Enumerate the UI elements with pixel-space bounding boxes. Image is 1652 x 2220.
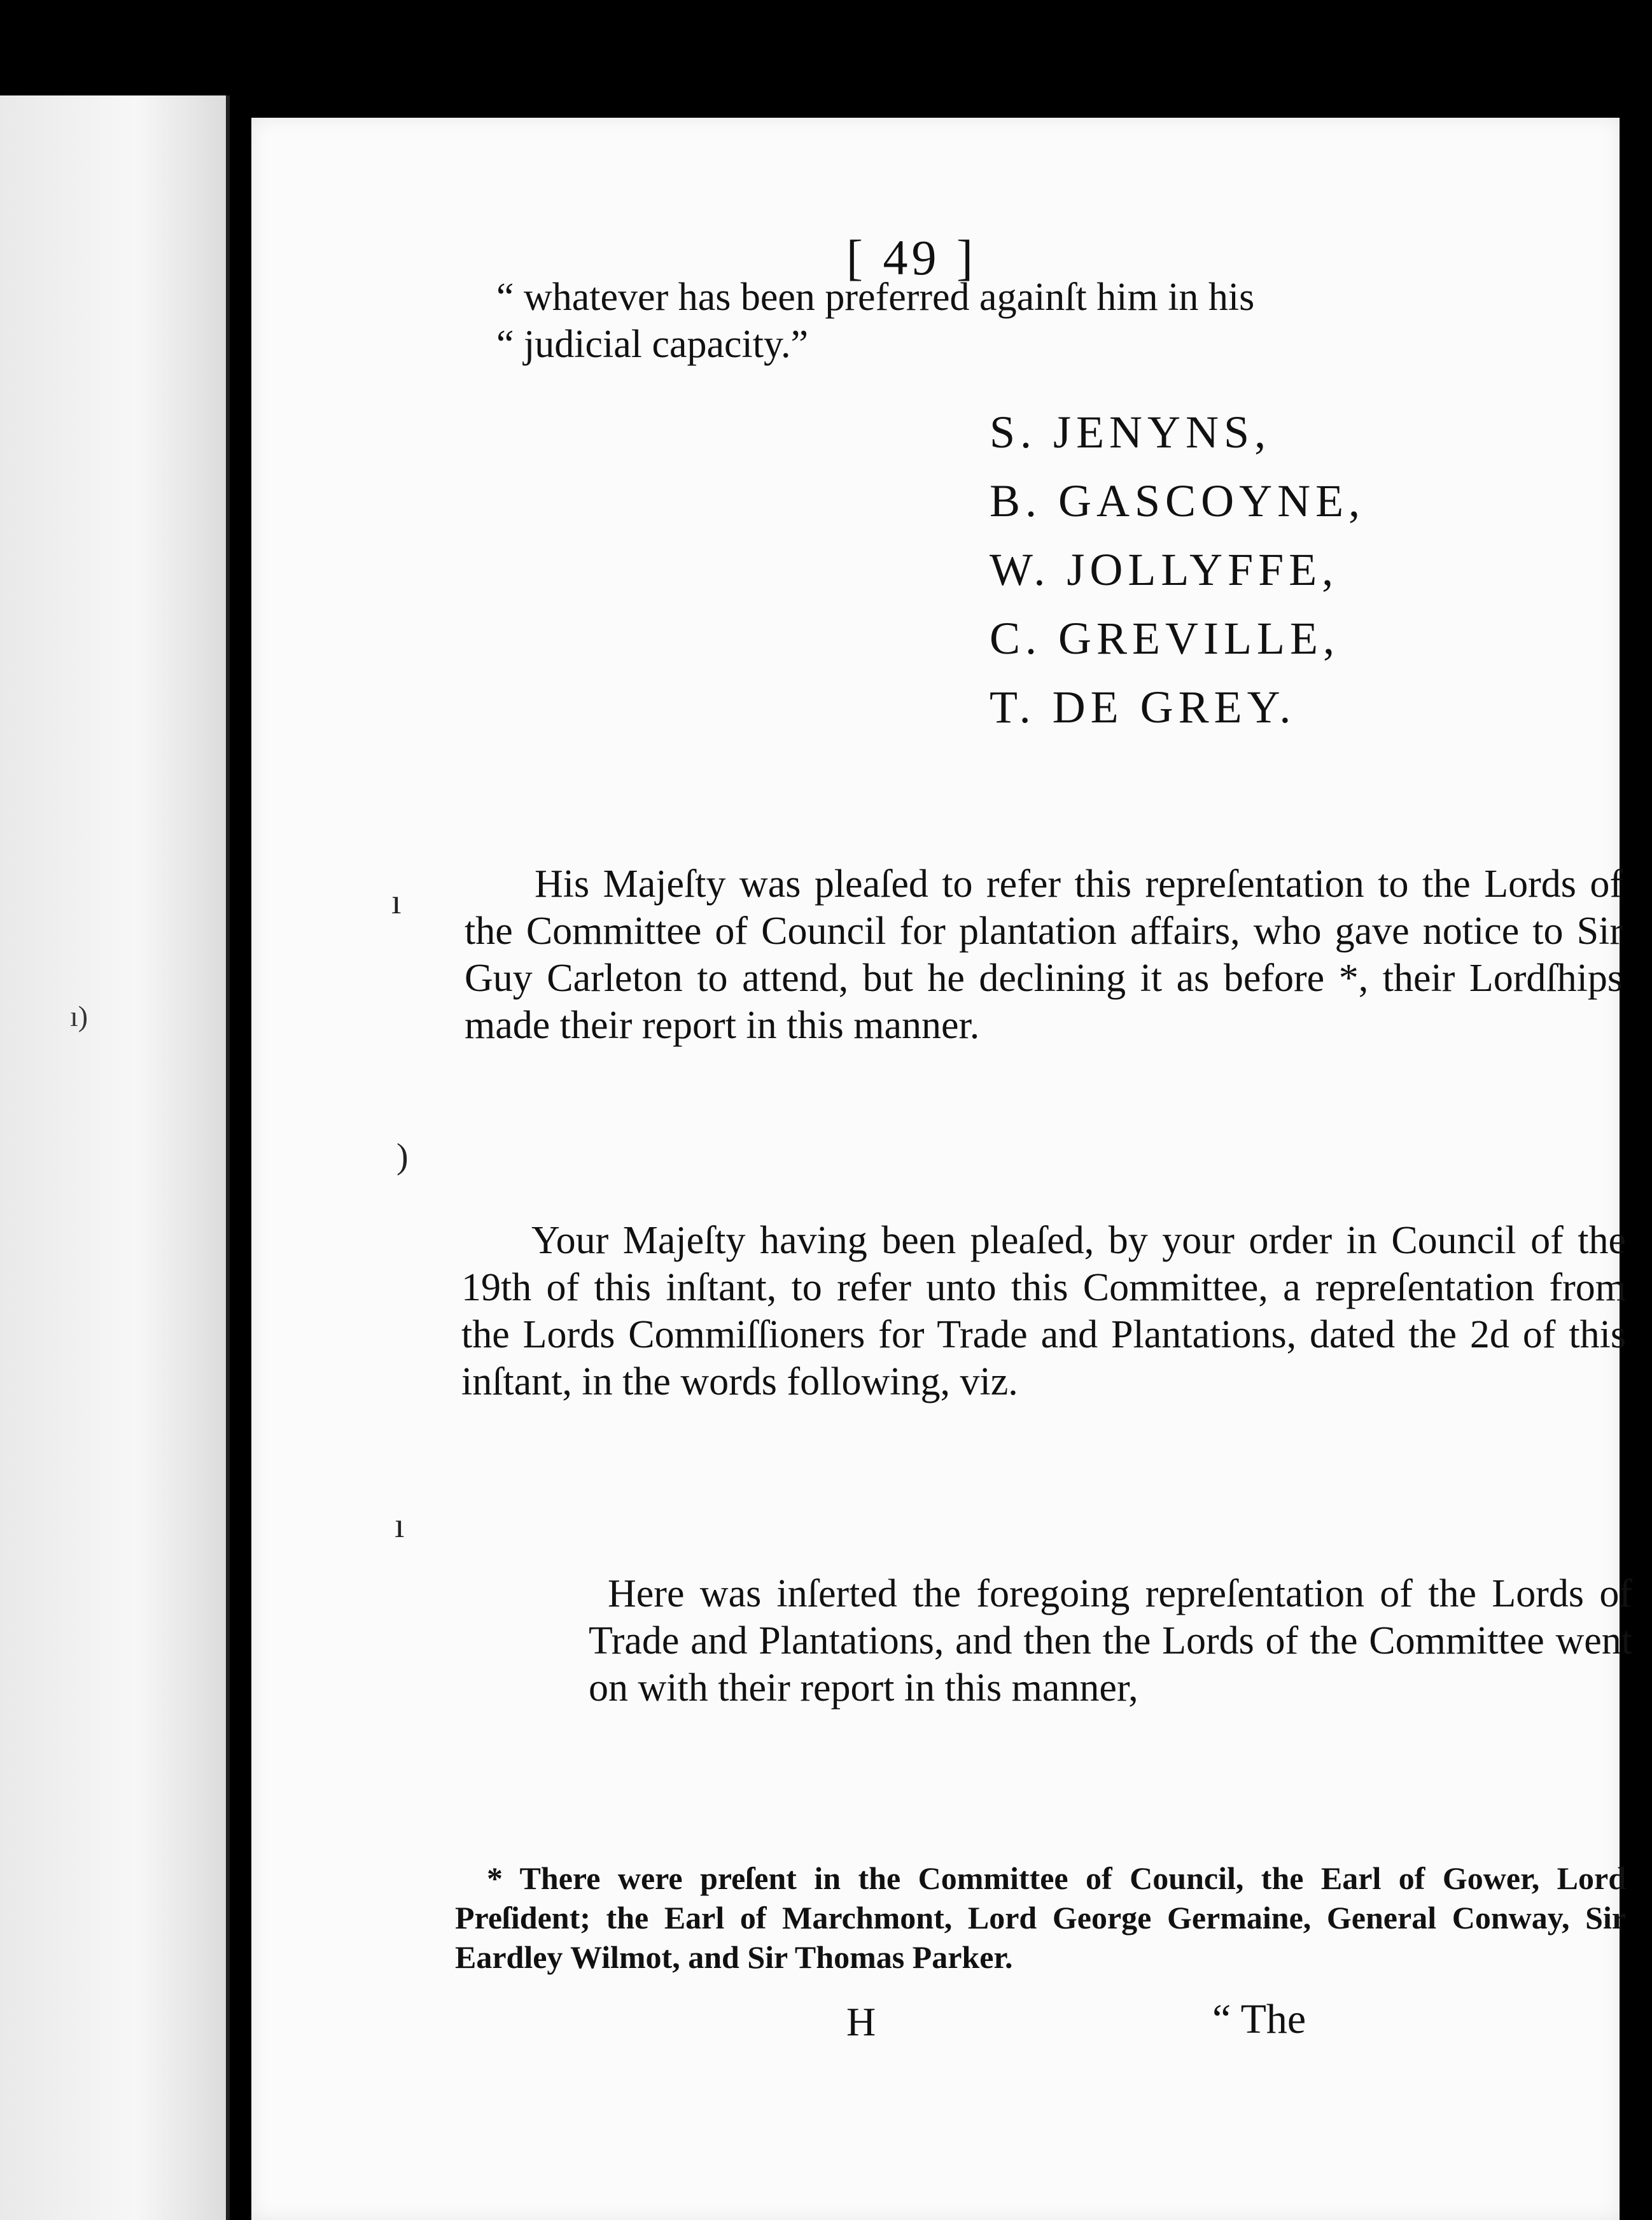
quoted-line-2: “ judicial capacity.”	[496, 323, 808, 366]
signatories-list	[990, 398, 1652, 741]
footnote: * There were preſent in the Committee of Council, the Earl of Gower, Lord Preſident; the Earl of Marchmont, Lord George Germaine, General Conway, Sir Eardley Wilmot, and Sir Thomas Parker.	[455, 1860, 1626, 1975]
margin-mark: ı	[395, 1506, 405, 1545]
quoted-passage-end	[496, 274, 1629, 368]
paragraph-referral: His Majeſty was pleaſed to refer this repreſentation to the Lords of the Committee of Council for plantation affairs, who gave notice to Sir Guy Carleton to attend, but he declining it as before *, their Lordſhips made their report in this manner.	[465, 862, 1623, 1047]
quoted-line-1: “ whatever has been preferred againſt him in his	[496, 276, 1255, 319]
signatory: T. DE GREY.	[990, 682, 1296, 733]
margin-mark: ı	[391, 882, 402, 922]
signatory: W. JOLLYFFE,	[990, 544, 1339, 595]
facing-page-mark: ı)	[70, 1000, 88, 1032]
printer-signature-mark: H	[846, 1999, 876, 2044]
paragraph-insertion-note: Here was inſerted the foregoing repreſentation of the Lords of Trade and Plantations, and then the Lords of the Committee went on with their report in this manner,	[589, 1572, 1632, 1710]
facing-page-edge	[0, 95, 230, 2220]
paragraph-committee-report: Your Majeſty having been pleaſed, by your order in Council of the 19th of this inſtant, to refer unto this Committee, a repreſentation from the Lords Commiſſioners for Trade and Plantations, dated the 2d of this inſtant, in the words following, viz.	[461, 1219, 1626, 1403]
signatory: C. GREVILLE,	[990, 613, 1340, 664]
margin-mark: )	[396, 1137, 409, 1176]
catchword: “ The	[1212, 1996, 1306, 2042]
signatory: B. GASCOYNE,	[990, 475, 1366, 526]
page-number: [ 49 ]	[846, 230, 977, 285]
book-page	[251, 118, 1632, 2220]
signatory: S. JENYNS,	[990, 407, 1271, 458]
